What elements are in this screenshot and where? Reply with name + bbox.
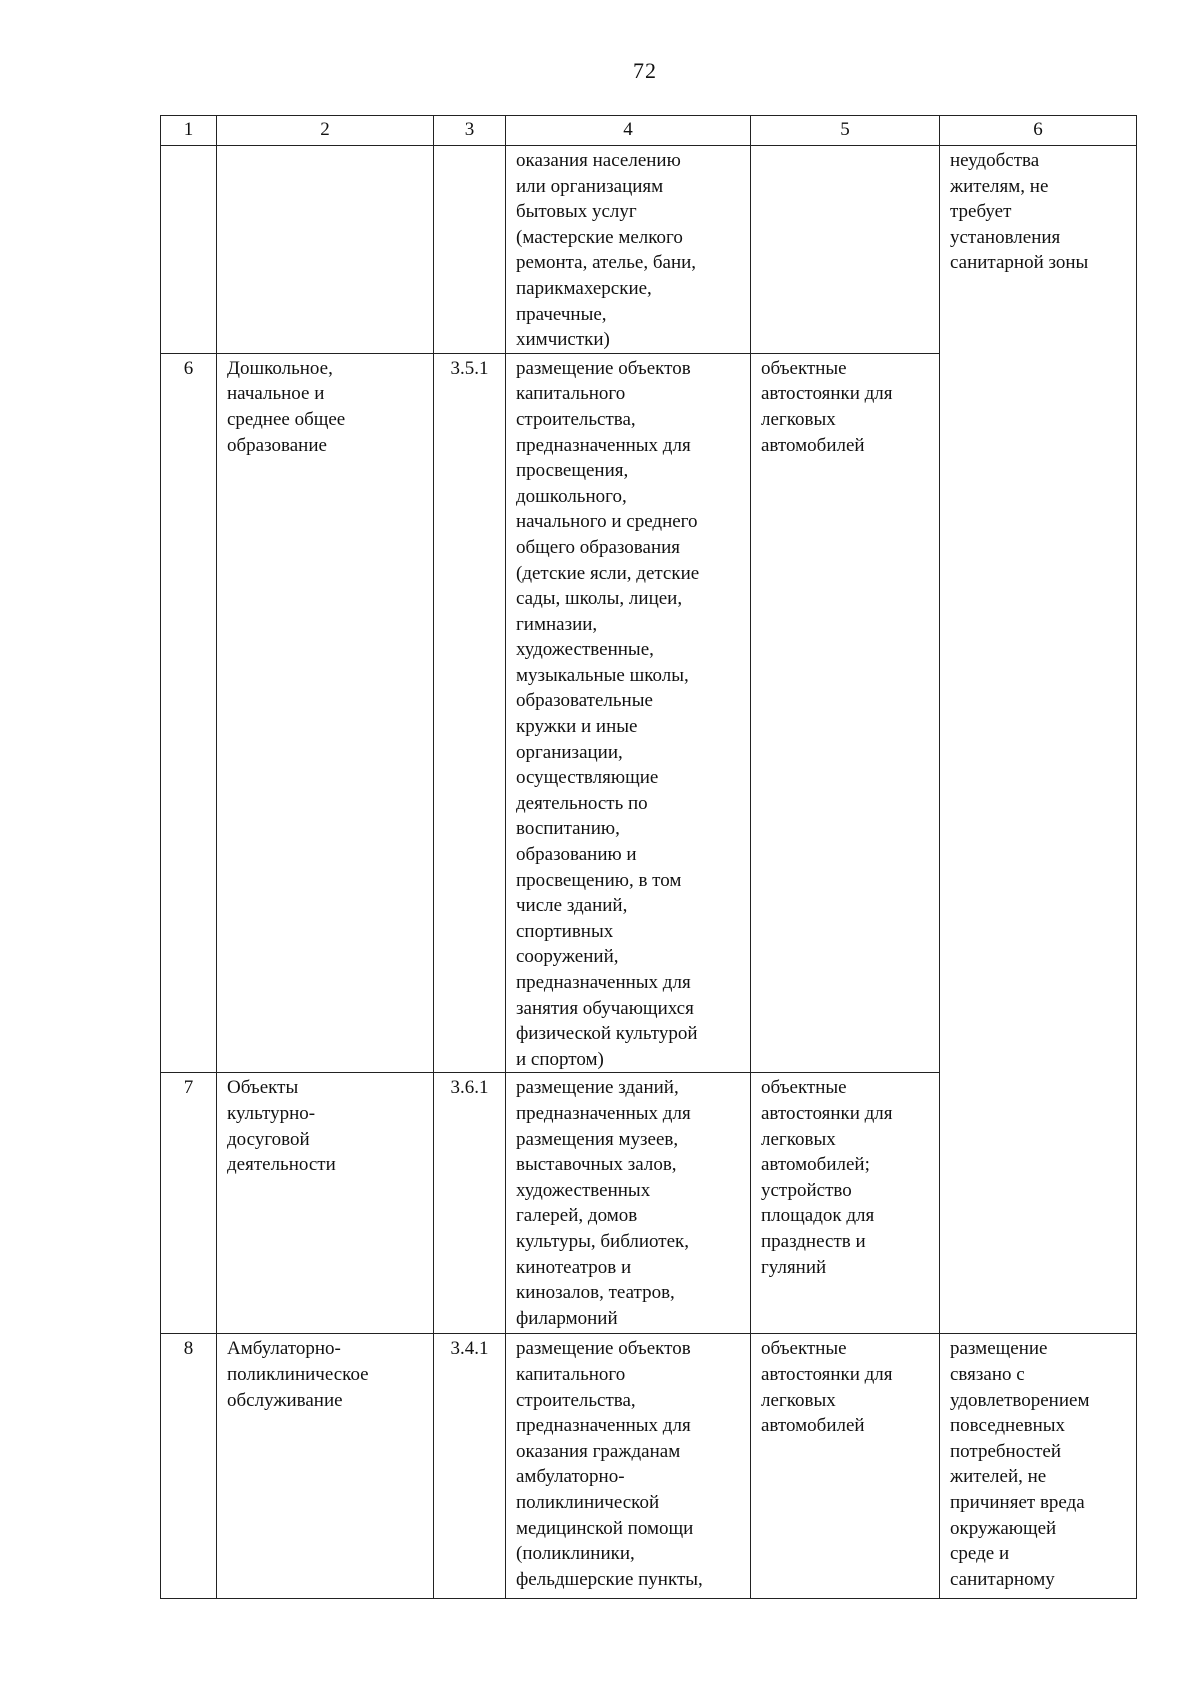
text-line: неудобства xyxy=(950,150,1040,171)
text-line: легковых xyxy=(761,1128,836,1150)
text-line: капитального xyxy=(516,383,626,405)
column-number-6: 6 xyxy=(940,116,1137,146)
text-line: жителям, не xyxy=(950,175,1049,197)
text-line: размещение объектов xyxy=(516,1338,691,1360)
cell-name xyxy=(217,353,434,1073)
text-line: просвещению, в том xyxy=(516,869,682,891)
text-line: спортивных xyxy=(516,920,614,942)
text-line: автомобилей; xyxy=(761,1154,870,1176)
text-line: организации, xyxy=(516,741,623,763)
column-number-2: 2 xyxy=(217,116,434,146)
text-line: оказания населению xyxy=(516,150,681,171)
cell-code: 3.5.1 xyxy=(434,353,506,1073)
cell-description xyxy=(506,146,751,354)
text-line: Дошкольное, xyxy=(227,357,333,379)
text-line: сады, школы, лицеи, xyxy=(516,588,683,610)
text-line: автомобилей xyxy=(761,434,865,456)
text-line: легковых xyxy=(761,1389,836,1411)
text-line: площадок для xyxy=(761,1205,875,1227)
text-line: кинозалов, театров, xyxy=(516,1282,675,1304)
text-line: культуры, библиотек, xyxy=(516,1230,690,1252)
text-line: строительства, xyxy=(516,408,636,430)
text-line: празднеств и xyxy=(761,1230,866,1252)
text-line: (детские ясли, детские xyxy=(516,562,700,584)
text-line: Объекты xyxy=(227,1077,299,1099)
text-line: музыкальные школы, xyxy=(516,664,689,686)
column-number-3: 3 xyxy=(434,116,506,146)
text-line: автостоянки для xyxy=(761,1102,893,1124)
text-line: числе зданий, xyxy=(516,895,628,917)
cell-auxiliary xyxy=(751,1073,940,1334)
text-line: ремонта, ателье, бани, xyxy=(516,252,697,274)
cell-code xyxy=(434,146,506,354)
text-line: амбулаторно- xyxy=(516,1466,625,1488)
text-line: поликлинической xyxy=(516,1491,660,1513)
text-line: выставочных залов, xyxy=(516,1154,677,1176)
cell-description xyxy=(506,353,751,1073)
text-line: художественные, xyxy=(516,639,654,661)
text-line: образованию и xyxy=(516,844,637,866)
text-line: обслуживание xyxy=(227,1389,343,1411)
text-line: требует xyxy=(950,201,1012,223)
text-line: причиняет вреда xyxy=(950,1491,1085,1513)
text-line: строительства, xyxy=(516,1389,636,1411)
text-line: физической культурой xyxy=(516,1023,698,1045)
text-line: санитарному xyxy=(950,1568,1055,1590)
text-line: занятия обучающихся xyxy=(516,997,694,1019)
cell-notes xyxy=(940,146,1137,1334)
text-line: размещение xyxy=(950,1338,1048,1360)
cell-auxiliary xyxy=(751,146,940,354)
text-line: деятельности xyxy=(227,1154,336,1176)
cell-num: 8 xyxy=(161,1334,217,1599)
text-line: или организациям xyxy=(516,175,664,197)
text-line: галерей, домов xyxy=(516,1205,638,1227)
text-line: автостоянки для xyxy=(761,383,893,405)
cell-name xyxy=(217,146,434,354)
text-line: образовательные xyxy=(516,690,653,712)
text-line: кинотеатров и xyxy=(516,1256,632,1278)
cell-auxiliary xyxy=(751,353,940,1073)
text-line: капитального xyxy=(516,1363,626,1385)
text-line: осуществляющие xyxy=(516,767,659,789)
text-line: (поликлиники, xyxy=(516,1543,635,1565)
text-line: кружки и иные xyxy=(516,716,638,738)
text-line: парикмахерские, xyxy=(516,277,652,299)
text-line: бытовых услуг xyxy=(516,201,637,223)
column-number-row xyxy=(161,116,1137,146)
text-line: просвещения, xyxy=(516,460,629,482)
text-line: размещения музеев, xyxy=(516,1128,679,1150)
text-line: начального и среднего xyxy=(516,511,698,533)
text-line: связано с xyxy=(950,1363,1025,1385)
cell-name xyxy=(217,1073,434,1334)
text-line: прачечные, xyxy=(516,303,607,325)
table-row xyxy=(161,1334,1137,1599)
text-line: начальное и xyxy=(227,383,325,405)
text-line: гимназии, xyxy=(516,613,598,635)
text-line: размещение объектов xyxy=(516,357,691,379)
cell-description xyxy=(506,1334,751,1599)
text-line: среде и xyxy=(950,1543,1010,1565)
text-line: санитарной зоны xyxy=(950,252,1089,274)
column-number-5: 5 xyxy=(751,116,940,146)
text-line: потребностей xyxy=(950,1440,1062,1462)
text-line: фельдшерские пункты, xyxy=(516,1568,703,1590)
text-line: установления xyxy=(950,226,1061,248)
text-line: повседневных xyxy=(950,1415,1066,1437)
text-line: окружающей xyxy=(950,1517,1057,1539)
text-line: объектные xyxy=(761,357,847,379)
cell-num: 6 xyxy=(161,353,217,1073)
text-line: объектные xyxy=(761,1338,847,1360)
text-line: Амбулаторно- xyxy=(227,1338,341,1360)
text-line: воспитанию, xyxy=(516,818,620,840)
table-row-continuation xyxy=(161,146,1137,354)
text-line: досуговой xyxy=(227,1128,310,1150)
text-line: предназначенных для xyxy=(516,972,691,993)
text-line: легковых xyxy=(761,408,836,430)
text-line: филармоний xyxy=(516,1307,618,1329)
text-line: предназначенных для xyxy=(516,1102,691,1124)
cell-notes xyxy=(940,1334,1137,1599)
text-line: автомобилей xyxy=(761,1415,865,1437)
text-line: сооружений, xyxy=(516,946,619,968)
text-line: предназначенных для xyxy=(516,434,691,456)
text-line: медицинской помощи xyxy=(516,1517,694,1539)
cell-code: 3.6.1 xyxy=(434,1073,506,1334)
cell-description xyxy=(506,1073,751,1334)
text-line: удовлетворением xyxy=(950,1389,1090,1411)
text-line: размещение зданий, xyxy=(516,1077,679,1099)
text-line: устройство xyxy=(761,1179,852,1201)
text-line: художественных xyxy=(516,1179,651,1201)
cell-num xyxy=(161,146,217,354)
text-line: образование xyxy=(227,434,327,456)
text-line: предназначенных для xyxy=(516,1415,691,1437)
text-line: поликлиническое xyxy=(227,1363,369,1385)
text-line: химчистки) xyxy=(516,329,610,351)
text-line: общего образования xyxy=(516,536,681,558)
cell-auxiliary xyxy=(751,1334,940,1599)
cell-num: 7 xyxy=(161,1073,217,1334)
text-line: деятельность по xyxy=(516,792,648,814)
cell-name xyxy=(217,1334,434,1599)
text-line: культурно- xyxy=(227,1102,316,1124)
text-line: гуляний xyxy=(761,1256,827,1278)
text-line: объектные xyxy=(761,1077,847,1099)
page-number: 72 xyxy=(633,58,657,83)
text-line: (мастерские мелкого xyxy=(516,226,683,248)
text-line: жителей, не xyxy=(950,1466,1047,1488)
zoning-table xyxy=(160,115,1137,1599)
column-number-4: 4 xyxy=(506,116,751,146)
text-line: дошкольного, xyxy=(516,485,627,507)
text-line: среднее общее xyxy=(227,408,346,430)
text-line: оказания гражданам xyxy=(516,1440,681,1462)
column-number-1: 1 xyxy=(161,116,217,146)
text-line: автостоянки для xyxy=(761,1363,893,1385)
cell-code: 3.4.1 xyxy=(434,1334,506,1599)
text-line: и спортом) xyxy=(516,1048,604,1070)
